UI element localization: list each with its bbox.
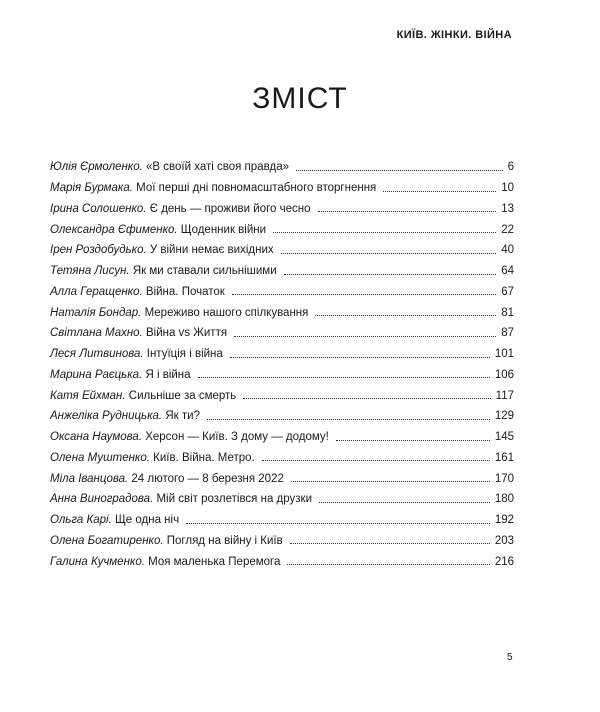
toc-entry (50, 448, 514, 469)
toc-entry-title: Моя маленька Перемога (148, 555, 281, 568)
toc-entry (50, 344, 514, 365)
toc-entry-author: Леся Литвинова. (50, 348, 144, 361)
toc-entry-title: Щоденник війни (180, 223, 267, 236)
toc-entry-page: 87 (501, 327, 514, 340)
toc-entry-title: «В своїй хаті своя правда» (146, 161, 290, 174)
toc-entry (50, 178, 514, 199)
toc-entry-title: Київ. Війна. Метро. (153, 451, 255, 464)
toc-entry-leader (230, 357, 490, 358)
toc-entry-page: 161 (494, 451, 514, 464)
toc-entry-author: Олександра Єфименко. (50, 223, 178, 236)
toc-entry (50, 468, 514, 489)
toc-entry-leader (291, 481, 490, 482)
toc-entry-page: 10 (501, 182, 514, 195)
toc-entry-author: Світлана Махно. (50, 327, 143, 340)
toc-entry (50, 261, 514, 282)
toc-entry-page: 170 (494, 472, 514, 485)
toc-entry-author: Галина Кучменко. (50, 555, 145, 568)
toc-entry-page: 13 (501, 202, 514, 215)
toc-entry-author: Алла Геращенко. (50, 285, 143, 298)
toc-entry-page: 216 (494, 555, 514, 568)
toc-entry-author: Юлія Єрмоленко. (50, 161, 143, 174)
toc-entry (50, 385, 514, 406)
toc-entry-author: Міла Іванцова. (50, 472, 129, 485)
toc-entry-title: У війни немає вихідних (149, 244, 274, 257)
toc-entry-leader (207, 419, 490, 420)
toc-entry-leader (262, 460, 490, 461)
toc-entry-page: 22 (501, 223, 514, 236)
toc-entry-page: 81 (501, 306, 514, 319)
toc-entry-page: 145 (494, 431, 514, 444)
toc-entry (50, 282, 514, 303)
toc-entry-page: 106 (494, 368, 514, 381)
toc-entry-author: Тетяна Лисун. (50, 265, 130, 278)
toc-entry (50, 219, 514, 240)
toc-entry-title: Як ми ставали сильнішими (132, 265, 277, 278)
toc-entry-author: Анжеліка Рудницька. (50, 410, 163, 423)
toc-entry-leader (273, 232, 496, 233)
toc-entry-title: Як ти? (165, 410, 200, 423)
toc-entry (50, 157, 514, 178)
toc-entry-title: Сильніше за смерть (128, 389, 237, 402)
toc-list (50, 157, 514, 572)
toc-entry-author: Анна Виноградова. (50, 493, 154, 506)
toc-entry-title: Погляд на війну і Київ (166, 534, 283, 547)
toc-entry-title: Мої перші дні повномасштабного вторгнення (136, 182, 377, 195)
toc-entry-author: Ірина Солошенко. (50, 202, 147, 215)
toc-entry-title: 24 лютого — 8 березня 2022 (131, 472, 284, 485)
toc-entry-leader (243, 398, 490, 399)
toc-entry-title: Є день — проживи його чесно (149, 202, 311, 215)
toc-entry-title: Ще одна ніч (115, 514, 180, 527)
toc-entry (50, 240, 514, 261)
toc-entry-leader (232, 294, 496, 295)
toc-entry-leader (296, 170, 503, 171)
running-header: КИЇВ. ЖІНКИ. ВІЙНА (396, 29, 512, 41)
toc-entry-page: 67 (501, 285, 514, 298)
toc-entry-page: 192 (494, 514, 514, 527)
toc-entry-leader (284, 274, 497, 275)
toc-entry-leader (383, 191, 496, 192)
toc-entry (50, 323, 514, 344)
toc-entry-leader (336, 440, 490, 441)
toc-entry-page: 203 (494, 534, 514, 547)
toc-entry (50, 199, 514, 220)
toc-entry-leader (318, 211, 497, 212)
toc-entry-author: Катя Ейхман. (50, 389, 126, 402)
toc-entry-author: Наталія Бондар. (50, 306, 142, 319)
toc-entry-page: 117 (495, 389, 514, 402)
toc-entry-leader (198, 377, 490, 378)
toc-entry-author: Ірен Роздобудько. (50, 244, 147, 257)
toc-entry (50, 489, 514, 510)
toc-entry (50, 551, 514, 572)
toc-entry-leader (186, 523, 490, 524)
toc-entry-page: 64 (501, 265, 514, 278)
toc-entry (50, 302, 514, 323)
toc-entry-author: Оксана Наумова. (50, 431, 142, 444)
toc-entry-title: Війна vs Життя (145, 327, 228, 340)
toc-entry-title: Херсон — Київ. З дому — додому! (145, 431, 329, 444)
toc-entry-leader (287, 564, 489, 565)
toc-entry (50, 406, 514, 427)
toc-entry-title: Мій світ розлетівся на друзки (156, 493, 312, 506)
toc-entry-page: 6 (507, 161, 514, 174)
toc-entry-page: 40 (501, 244, 514, 257)
toc-entry (50, 510, 514, 531)
toc-entry-leader (315, 315, 496, 316)
toc-entry-author: Олена Муштенко. (50, 451, 150, 464)
toc-entry-leader (319, 502, 490, 503)
toc-entry (50, 427, 514, 448)
toc-entry-page: 180 (494, 493, 514, 506)
toc-entry-title: Я і війна (145, 368, 191, 381)
toc-entry-page: 101 (494, 348, 514, 361)
toc-entry-author: Олена Богатиренко. (50, 534, 164, 547)
toc-entry (50, 365, 514, 386)
toc-entry-page: 129 (494, 410, 514, 423)
toc-entry-author: Ольга Карі. (50, 514, 112, 527)
toc-entry-title: Війна. Початок (145, 285, 225, 298)
toc-entry-author: Марина Раєцька. (50, 368, 143, 381)
page-number: 5 (507, 652, 513, 663)
toc-entry-leader (281, 253, 497, 254)
toc-entry-author: Марія Бурмака. (50, 182, 133, 195)
toc-heading: ЗМІСТ (252, 82, 348, 115)
toc-entry-title: Інтуїція і війна (146, 348, 223, 361)
toc-entry-title: Мереживо нашого спілкування (144, 306, 309, 319)
toc-entry (50, 531, 514, 552)
toc-entry-leader (290, 543, 490, 544)
toc-entry-leader (234, 336, 496, 337)
